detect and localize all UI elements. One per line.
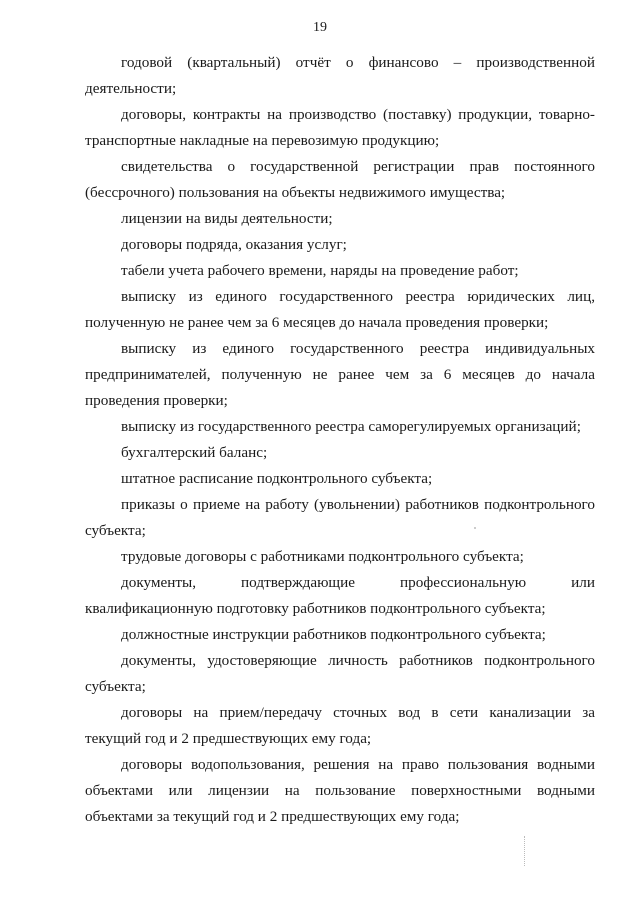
list-item: договоры подряда, оказания услуг; xyxy=(121,236,347,253)
list-item: выписку из единого государственного реестра индивидуальных предпринимателей, полученную не ранее чем за 6 месяцев до начала проведения проверки; xyxy=(85,340,595,409)
list-item: документы, подтверждающие профессиональную или квалификационную подготовку работников подконтрольного субъекта; xyxy=(85,574,595,617)
document-body xyxy=(85,50,595,830)
list-item: документы, удостоверяющие личность работников подконтрольного субъекта; xyxy=(85,652,595,695)
list-item: лицензии на виды деятельности; xyxy=(121,210,333,227)
list-item: табели учета рабочего времени, наряды на проведение работ; xyxy=(121,262,519,279)
list-item: договоры, контракты на производство (поставку) продукции, товарно-транспортные накладные на перевозимую продукцию; xyxy=(85,106,595,149)
list-item: договоры водопользования, решения на право пользования водными объектами или лицензии на пользование поверхностными водными объектами за текущий год и 2 предшествующих ему года; xyxy=(85,756,595,825)
scan-artifact xyxy=(524,836,526,866)
list-item: бухгалтерский баланс; xyxy=(121,444,268,461)
list-item: годовой (квартальный) отчёт о финансово – производственной деятельности; xyxy=(85,54,595,97)
scan-artifact-dot xyxy=(474,527,476,529)
list-item: трудовые договоры с работниками подконтрольного субъекта; xyxy=(121,548,524,565)
list-item: приказы о приеме на работу (увольнении) работников подконтрольного субъекта; xyxy=(85,496,595,539)
list-item: выписку из государственного реестра саморегулируемых организаций; xyxy=(121,418,581,435)
list-item: свидетельства о государственной регистрации прав постоянного (бессрочного) пользования на объекты недвижимого имущества; xyxy=(85,158,595,201)
page-number: 19 xyxy=(313,20,327,35)
list-item: штатное расписание подконтрольного субъекта; xyxy=(121,470,433,487)
list-item: выписку из единого государственного реестра юридических лиц, полученную не ранее чем за 6 месяцев до начала проведения проверки; xyxy=(85,288,595,331)
list-item: договоры на прием/передачу сточных вод в сети канализации за текущий год и 2 предшествующих ему года; xyxy=(85,704,595,747)
list-item: должностные инструкции работников подконтрольного субъекта; xyxy=(121,626,546,643)
